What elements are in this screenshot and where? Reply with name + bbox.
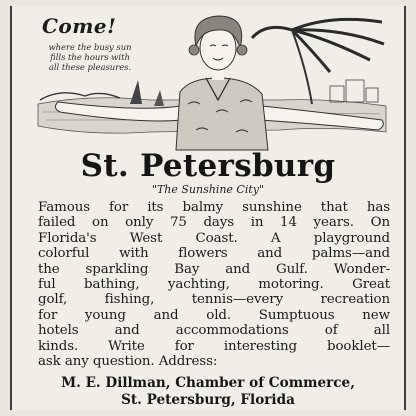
body-line: for young and old. Sumptuous new: [38, 307, 390, 323]
address-line-2: St. Petersburg, Florida: [121, 392, 295, 408]
body-line: Famous for its balmy sunshine that has: [38, 200, 390, 215]
come-subtitle-line: fills the hours with: [50, 52, 130, 62]
come-subtitle-line: all these pleasures.: [48, 62, 132, 72]
come-heading: Come!: [42, 14, 117, 38]
come-subtitle: [40, 42, 140, 72]
ad-body: [38, 200, 390, 369]
body-line: failed on only 75 days in 14 years. On: [38, 215, 390, 231]
body-line: hotels and accommodations of all: [38, 323, 390, 339]
body-line: ask any question. Address:: [38, 354, 218, 370]
city-slogan: "The Sunshine City": [151, 183, 265, 196]
advertisement: [10, 6, 406, 410]
body-line: ful bathing, yachting, motoring. Great: [38, 277, 390, 293]
body-line: colorful with flowers and palms—and: [38, 246, 390, 262]
body-line: kinds. Write for interesting booklet—: [38, 338, 390, 354]
body-line: Florida's West Coast. A playground: [38, 230, 390, 246]
come-subtitle-line: where the busy sun: [48, 42, 132, 52]
body-line: golf, fishing, tennis—every recreation: [38, 292, 390, 308]
city-title: St. Petersburg: [80, 148, 336, 184]
body-line: the sparkling Bay and Gulf. Wonder-: [38, 261, 390, 277]
address-line-1: M. E. Dillman, Chamber of Commerce,: [61, 375, 355, 391]
